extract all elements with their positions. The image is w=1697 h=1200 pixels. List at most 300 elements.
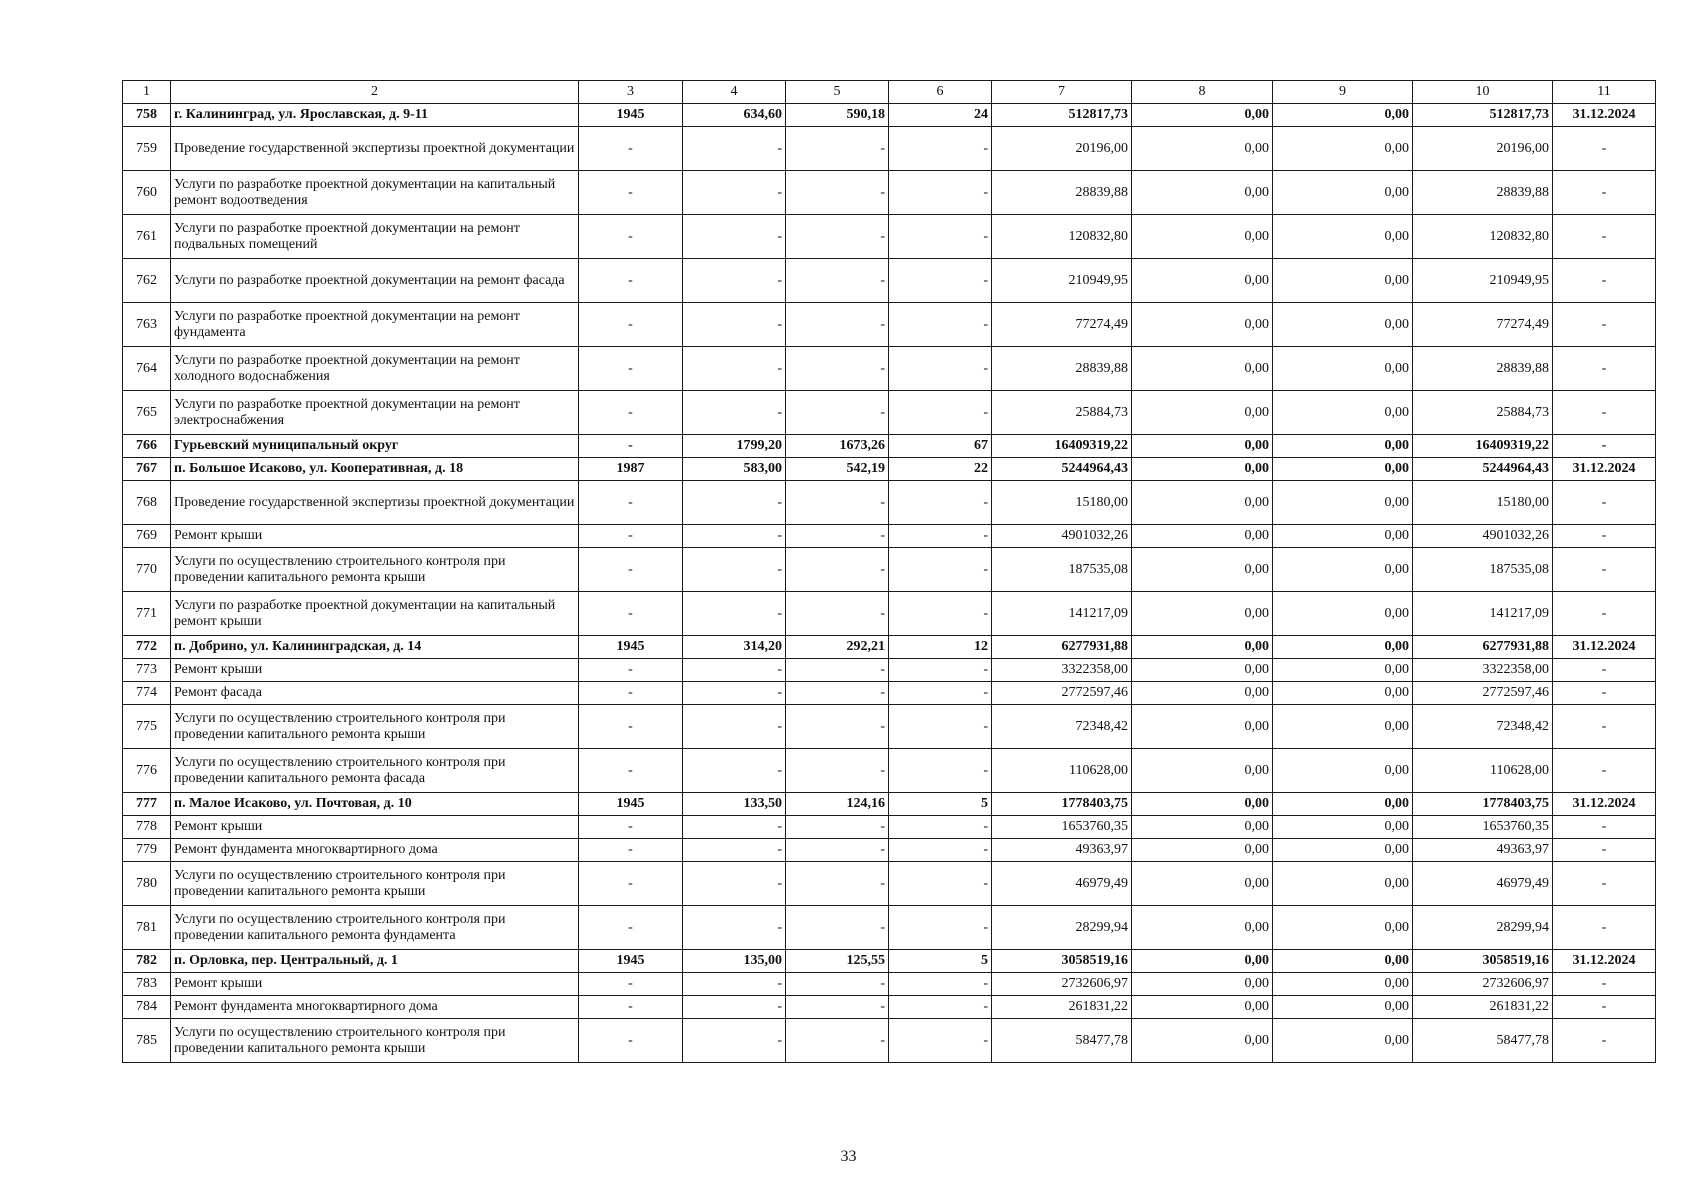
item-name: Услуги по осуществлению строительного контроля при проведении капитального ремонта крыши bbox=[171, 705, 579, 749]
year-cell: 1987 bbox=[579, 458, 683, 481]
fund-source-a-cell: 0,00 bbox=[1132, 548, 1273, 592]
year-cell: - bbox=[579, 1019, 683, 1063]
column-header: 5 bbox=[786, 81, 889, 104]
area-total-cell: - bbox=[683, 682, 786, 705]
deadline-cell: - bbox=[1553, 1019, 1656, 1063]
cost-total-cell: 141217,09 bbox=[992, 592, 1132, 636]
item-name: г. Калининград, ул. Ярославская, д. 9-11 bbox=[171, 104, 579, 127]
table-row bbox=[123, 705, 1656, 749]
table-row bbox=[123, 682, 1656, 705]
item-name: Ремонт крыши bbox=[171, 973, 579, 996]
row-number: 784 bbox=[123, 996, 171, 1019]
item-name: Услуги по разработке проектной документации на капитальный ремонт водоотведения bbox=[171, 171, 579, 215]
year-cell: - bbox=[579, 481, 683, 525]
deadline-cell: - bbox=[1553, 816, 1656, 839]
item-name: Ремонт крыши bbox=[171, 659, 579, 682]
row-number: 770 bbox=[123, 548, 171, 592]
year-cell: - bbox=[579, 171, 683, 215]
cost-owners-cell: 72348,42 bbox=[1413, 705, 1553, 749]
fund-source-b-cell: 0,00 bbox=[1273, 793, 1413, 816]
table-row-address bbox=[123, 104, 1656, 127]
fund-source-a-cell: 0,00 bbox=[1132, 435, 1273, 458]
fund-source-a-cell: 0,00 bbox=[1132, 950, 1273, 973]
column-header: 2 bbox=[171, 81, 579, 104]
work-schedule-table bbox=[122, 80, 1656, 1063]
area-living-cell: 1673,26 bbox=[786, 435, 889, 458]
year-cell: 1945 bbox=[579, 793, 683, 816]
item-name: Услуги по осуществлению строительного контроля при проведении капитального ремонта фасада bbox=[171, 749, 579, 793]
fund-source-a-cell: 0,00 bbox=[1132, 215, 1273, 259]
area-living-cell: - bbox=[786, 682, 889, 705]
table-row bbox=[123, 749, 1656, 793]
deadline-cell: - bbox=[1553, 973, 1656, 996]
row-number: 758 bbox=[123, 104, 171, 127]
fund-source-a-cell: 0,00 bbox=[1132, 259, 1273, 303]
residents-cell: - bbox=[889, 659, 992, 682]
cost-total-cell: 120832,80 bbox=[992, 215, 1132, 259]
deadline-cell: - bbox=[1553, 215, 1656, 259]
column-header: 8 bbox=[1132, 81, 1273, 104]
fund-source-b-cell: 0,00 bbox=[1273, 996, 1413, 1019]
item-name: п. Добрино, ул. Калининградская, д. 14 bbox=[171, 636, 579, 659]
row-number: 771 bbox=[123, 592, 171, 636]
area-total-cell: - bbox=[683, 171, 786, 215]
fund-source-b-cell: 0,00 bbox=[1273, 171, 1413, 215]
table-row bbox=[123, 481, 1656, 525]
year-cell: - bbox=[579, 347, 683, 391]
residents-cell: - bbox=[889, 347, 992, 391]
item-name: Услуги по разработке проектной документации на ремонт фасада bbox=[171, 259, 579, 303]
area-living-cell: - bbox=[786, 839, 889, 862]
area-total-cell: - bbox=[683, 1019, 786, 1063]
cost-total-cell: 261831,22 bbox=[992, 996, 1132, 1019]
residents-cell: - bbox=[889, 996, 992, 1019]
deadline-cell: - bbox=[1553, 839, 1656, 862]
row-number: 764 bbox=[123, 347, 171, 391]
item-name: п. Орловка, пер. Центральный, д. 1 bbox=[171, 950, 579, 973]
area-living-cell: - bbox=[786, 303, 889, 347]
year-cell: - bbox=[579, 259, 683, 303]
deadline-cell: - bbox=[1553, 996, 1656, 1019]
area-total-cell: - bbox=[683, 862, 786, 906]
area-total-cell: - bbox=[683, 705, 786, 749]
column-header: 4 bbox=[683, 81, 786, 104]
fund-source-a-cell: 0,00 bbox=[1132, 592, 1273, 636]
year-cell: - bbox=[579, 525, 683, 548]
fund-source-b-cell: 0,00 bbox=[1273, 127, 1413, 171]
cost-owners-cell: 28299,94 bbox=[1413, 906, 1553, 950]
fund-source-a-cell: 0,00 bbox=[1132, 391, 1273, 435]
cost-owners-cell: 187535,08 bbox=[1413, 548, 1553, 592]
area-living-cell: - bbox=[786, 996, 889, 1019]
fund-source-b-cell: 0,00 bbox=[1273, 636, 1413, 659]
fund-source-a-cell: 0,00 bbox=[1132, 127, 1273, 171]
cost-owners-cell: 25884,73 bbox=[1413, 391, 1553, 435]
residents-cell: - bbox=[889, 481, 992, 525]
item-name: Ремонт фундамента многоквартирного дома bbox=[171, 996, 579, 1019]
cost-total-cell: 15180,00 bbox=[992, 481, 1132, 525]
table-row bbox=[123, 839, 1656, 862]
year-cell: - bbox=[579, 996, 683, 1019]
fund-source-b-cell: 0,00 bbox=[1273, 104, 1413, 127]
residents-cell: - bbox=[889, 391, 992, 435]
cost-owners-cell: 49363,97 bbox=[1413, 839, 1553, 862]
page-number: 33 bbox=[840, 1148, 857, 1165]
fund-source-a-cell: 0,00 bbox=[1132, 705, 1273, 749]
item-name: Услуги по разработке проектной документации на ремонт подвальных помещений bbox=[171, 215, 579, 259]
table-row-address bbox=[123, 458, 1656, 481]
table-row bbox=[123, 171, 1656, 215]
cost-total-cell: 5244964,43 bbox=[992, 458, 1132, 481]
area-living-cell: - bbox=[786, 525, 889, 548]
year-cell: - bbox=[579, 816, 683, 839]
cost-total-cell: 6277931,88 bbox=[992, 636, 1132, 659]
item-name: Ремонт фасада bbox=[171, 682, 579, 705]
year-cell: - bbox=[579, 973, 683, 996]
cost-total-cell: 4901032,26 bbox=[992, 525, 1132, 548]
residents-cell: - bbox=[889, 705, 992, 749]
column-header: 3 bbox=[579, 81, 683, 104]
cost-owners-cell: 15180,00 bbox=[1413, 481, 1553, 525]
fund-source-a-cell: 0,00 bbox=[1132, 749, 1273, 793]
row-number: 780 bbox=[123, 862, 171, 906]
column-header: 1 bbox=[123, 81, 171, 104]
cost-owners-cell: 110628,00 bbox=[1413, 749, 1553, 793]
table-row bbox=[123, 816, 1656, 839]
table-row bbox=[123, 973, 1656, 996]
residents-cell: - bbox=[889, 548, 992, 592]
area-living-cell: - bbox=[786, 215, 889, 259]
fund-source-b-cell: 0,00 bbox=[1273, 816, 1413, 839]
cost-total-cell: 49363,97 bbox=[992, 839, 1132, 862]
area-living-cell: - bbox=[786, 391, 889, 435]
area-living-cell: - bbox=[786, 259, 889, 303]
cost-owners-cell: 28839,88 bbox=[1413, 347, 1553, 391]
area-total-cell: - bbox=[683, 481, 786, 525]
item-name: Услуги по разработке проектной документации на капитальный ремонт крыши bbox=[171, 592, 579, 636]
area-total-cell: - bbox=[683, 749, 786, 793]
year-cell: - bbox=[579, 839, 683, 862]
residents-cell: 67 bbox=[889, 435, 992, 458]
deadline-cell: 31.12.2024 bbox=[1553, 636, 1656, 659]
fund-source-a-cell: 0,00 bbox=[1132, 839, 1273, 862]
year-cell: - bbox=[579, 682, 683, 705]
fund-source-b-cell: 0,00 bbox=[1273, 215, 1413, 259]
row-number: 776 bbox=[123, 749, 171, 793]
area-total-cell: - bbox=[683, 839, 786, 862]
row-number: 773 bbox=[123, 659, 171, 682]
fund-source-a-cell: 0,00 bbox=[1132, 816, 1273, 839]
item-name: Услуги по разработке проектной документации на ремонт холодного водоснабжения bbox=[171, 347, 579, 391]
area-total-cell: 314,20 bbox=[683, 636, 786, 659]
area-living-cell: 125,55 bbox=[786, 950, 889, 973]
residents-cell: 5 bbox=[889, 793, 992, 816]
year-cell: - bbox=[579, 435, 683, 458]
fund-source-a-cell: 0,00 bbox=[1132, 525, 1273, 548]
residents-cell: - bbox=[889, 749, 992, 793]
area-total-cell: 583,00 bbox=[683, 458, 786, 481]
fund-source-b-cell: 0,00 bbox=[1273, 705, 1413, 749]
fund-source-a-cell: 0,00 bbox=[1132, 682, 1273, 705]
row-number: 775 bbox=[123, 705, 171, 749]
area-total-cell: - bbox=[683, 592, 786, 636]
fund-source-a-cell: 0,00 bbox=[1132, 303, 1273, 347]
cost-total-cell: 512817,73 bbox=[992, 104, 1132, 127]
cost-total-cell: 3058519,16 bbox=[992, 950, 1132, 973]
cost-owners-cell: 2772597,46 bbox=[1413, 682, 1553, 705]
fund-source-b-cell: 0,00 bbox=[1273, 391, 1413, 435]
column-header: 9 bbox=[1273, 81, 1413, 104]
fund-source-b-cell: 0,00 bbox=[1273, 347, 1413, 391]
item-name: Услуги по осуществлению строительного контроля при проведении капитального ремонта крыши bbox=[171, 548, 579, 592]
residents-cell: 24 bbox=[889, 104, 992, 127]
area-total-cell: - bbox=[683, 303, 786, 347]
deadline-cell: - bbox=[1553, 127, 1656, 171]
area-living-cell: - bbox=[786, 816, 889, 839]
fund-source-b-cell: 0,00 bbox=[1273, 973, 1413, 996]
item-name: п. Малое Исаково, ул. Почтовая, д. 10 bbox=[171, 793, 579, 816]
residents-cell: - bbox=[889, 906, 992, 950]
row-number: 778 bbox=[123, 816, 171, 839]
area-total-cell: - bbox=[683, 906, 786, 950]
cost-owners-cell: 3058519,16 bbox=[1413, 950, 1553, 973]
deadline-cell: - bbox=[1553, 347, 1656, 391]
table-row-address bbox=[123, 950, 1656, 973]
cost-total-cell: 72348,42 bbox=[992, 705, 1132, 749]
fund-source-a-cell: 0,00 bbox=[1132, 996, 1273, 1019]
item-name: Ремонт фундамента многоквартирного дома bbox=[171, 839, 579, 862]
residents-cell: - bbox=[889, 682, 992, 705]
table-row-address bbox=[123, 435, 1656, 458]
table-row bbox=[123, 525, 1656, 548]
cost-owners-cell: 120832,80 bbox=[1413, 215, 1553, 259]
area-living-cell: - bbox=[786, 127, 889, 171]
deadline-cell: 31.12.2024 bbox=[1553, 793, 1656, 816]
table-row bbox=[123, 1019, 1656, 1063]
row-number: 769 bbox=[123, 525, 171, 548]
cost-total-cell: 28299,94 bbox=[992, 906, 1132, 950]
residents-cell: - bbox=[889, 862, 992, 906]
row-number: 760 bbox=[123, 171, 171, 215]
row-number: 783 bbox=[123, 973, 171, 996]
area-living-cell: - bbox=[786, 973, 889, 996]
area-total-cell: - bbox=[683, 391, 786, 435]
column-header: 6 bbox=[889, 81, 992, 104]
deadline-cell: - bbox=[1553, 906, 1656, 950]
area-total-cell: - bbox=[683, 347, 786, 391]
cost-total-cell: 2772597,46 bbox=[992, 682, 1132, 705]
year-cell: - bbox=[579, 659, 683, 682]
deadline-cell: - bbox=[1553, 303, 1656, 347]
cost-owners-cell: 141217,09 bbox=[1413, 592, 1553, 636]
fund-source-b-cell: 0,00 bbox=[1273, 659, 1413, 682]
fund-source-b-cell: 0,00 bbox=[1273, 303, 1413, 347]
item-name: п. Большое Исаково, ул. Кооперативная, д. 18 bbox=[171, 458, 579, 481]
residents-cell: 5 bbox=[889, 950, 992, 973]
fund-source-a-cell: 0,00 bbox=[1132, 347, 1273, 391]
row-number: 759 bbox=[123, 127, 171, 171]
deadline-cell: - bbox=[1553, 749, 1656, 793]
area-living-cell: - bbox=[786, 659, 889, 682]
cost-total-cell: 187535,08 bbox=[992, 548, 1132, 592]
fund-source-b-cell: 0,00 bbox=[1273, 839, 1413, 862]
residents-cell: - bbox=[889, 525, 992, 548]
area-living-cell: 124,16 bbox=[786, 793, 889, 816]
cost-total-cell: 110628,00 bbox=[992, 749, 1132, 793]
cost-owners-cell: 2732606,97 bbox=[1413, 973, 1553, 996]
fund-source-b-cell: 0,00 bbox=[1273, 548, 1413, 592]
deadline-cell: - bbox=[1553, 705, 1656, 749]
fund-source-b-cell: 0,00 bbox=[1273, 906, 1413, 950]
cost-owners-cell: 20196,00 bbox=[1413, 127, 1553, 171]
fund-source-b-cell: 0,00 bbox=[1273, 1019, 1413, 1063]
fund-source-b-cell: 0,00 bbox=[1273, 950, 1413, 973]
item-name: Гурьевский муниципальный округ bbox=[171, 435, 579, 458]
table-row-address bbox=[123, 636, 1656, 659]
deadline-cell: - bbox=[1553, 391, 1656, 435]
area-living-cell: - bbox=[786, 906, 889, 950]
cost-total-cell: 58477,78 bbox=[992, 1019, 1132, 1063]
fund-source-a-cell: 0,00 bbox=[1132, 862, 1273, 906]
row-number: 779 bbox=[123, 839, 171, 862]
cost-total-cell: 1653760,35 bbox=[992, 816, 1132, 839]
cost-total-cell: 3322358,00 bbox=[992, 659, 1132, 682]
deadline-cell: - bbox=[1553, 171, 1656, 215]
deadline-cell: 31.12.2024 bbox=[1553, 104, 1656, 127]
area-total-cell: - bbox=[683, 259, 786, 303]
column-header: 11 bbox=[1553, 81, 1656, 104]
row-number: 765 bbox=[123, 391, 171, 435]
area-total-cell: - bbox=[683, 816, 786, 839]
deadline-cell: - bbox=[1553, 481, 1656, 525]
cost-owners-cell: 261831,22 bbox=[1413, 996, 1553, 1019]
row-number: 785 bbox=[123, 1019, 171, 1063]
deadline-cell: - bbox=[1553, 659, 1656, 682]
item-name: Проведение государственной экспертизы проектной документации bbox=[171, 127, 579, 171]
area-total-cell: - bbox=[683, 127, 786, 171]
table-row bbox=[123, 659, 1656, 682]
cost-owners-cell: 16409319,22 bbox=[1413, 435, 1553, 458]
area-living-cell: - bbox=[786, 347, 889, 391]
column-header: 10 bbox=[1413, 81, 1553, 104]
area-total-cell: 135,00 bbox=[683, 950, 786, 973]
table-row bbox=[123, 996, 1656, 1019]
residents-cell: - bbox=[889, 259, 992, 303]
year-cell: - bbox=[579, 592, 683, 636]
area-living-cell: 590,18 bbox=[786, 104, 889, 127]
fund-source-a-cell: 0,00 bbox=[1132, 481, 1273, 525]
year-cell: - bbox=[579, 548, 683, 592]
fund-source-b-cell: 0,00 bbox=[1273, 592, 1413, 636]
row-number: 766 bbox=[123, 435, 171, 458]
fund-source-b-cell: 0,00 bbox=[1273, 458, 1413, 481]
fund-source-a-cell: 0,00 bbox=[1132, 104, 1273, 127]
cost-owners-cell: 512817,73 bbox=[1413, 104, 1553, 127]
table-row bbox=[123, 347, 1656, 391]
row-number: 768 bbox=[123, 481, 171, 525]
deadline-cell: 31.12.2024 bbox=[1553, 950, 1656, 973]
cost-owners-cell: 28839,88 bbox=[1413, 171, 1553, 215]
cost-owners-cell: 58477,78 bbox=[1413, 1019, 1553, 1063]
cost-total-cell: 77274,49 bbox=[992, 303, 1132, 347]
residents-cell: - bbox=[889, 215, 992, 259]
year-cell: 1945 bbox=[579, 104, 683, 127]
row-number: 772 bbox=[123, 636, 171, 659]
residents-cell: - bbox=[889, 973, 992, 996]
cost-total-cell: 1778403,75 bbox=[992, 793, 1132, 816]
area-living-cell: - bbox=[786, 171, 889, 215]
table-row bbox=[123, 127, 1656, 171]
residents-cell: - bbox=[889, 839, 992, 862]
table-row bbox=[123, 391, 1656, 435]
deadline-cell: 31.12.2024 bbox=[1553, 458, 1656, 481]
table-row bbox=[123, 906, 1656, 950]
deadline-cell: - bbox=[1553, 525, 1656, 548]
area-total-cell: 634,60 bbox=[683, 104, 786, 127]
fund-source-b-cell: 0,00 bbox=[1273, 525, 1413, 548]
deadline-cell: - bbox=[1553, 592, 1656, 636]
table-row bbox=[123, 303, 1656, 347]
residents-cell: 12 bbox=[889, 636, 992, 659]
year-cell: - bbox=[579, 127, 683, 171]
row-number: 761 bbox=[123, 215, 171, 259]
area-total-cell: 1799,20 bbox=[683, 435, 786, 458]
item-name: Услуги по осуществлению строительного контроля при проведении капитального ремонта крыши bbox=[171, 1019, 579, 1063]
area-total-cell: 133,50 bbox=[683, 793, 786, 816]
year-cell: 1945 bbox=[579, 636, 683, 659]
deadline-cell: - bbox=[1553, 259, 1656, 303]
deadline-cell: - bbox=[1553, 862, 1656, 906]
row-number: 782 bbox=[123, 950, 171, 973]
cost-owners-cell: 1653760,35 bbox=[1413, 816, 1553, 839]
fund-source-a-cell: 0,00 bbox=[1132, 636, 1273, 659]
table-row bbox=[123, 215, 1656, 259]
table-header bbox=[123, 81, 1656, 104]
cost-total-cell: 25884,73 bbox=[992, 391, 1132, 435]
column-header: 7 bbox=[992, 81, 1132, 104]
cost-total-cell: 16409319,22 bbox=[992, 435, 1132, 458]
cost-owners-cell: 1778403,75 bbox=[1413, 793, 1553, 816]
table-row bbox=[123, 862, 1656, 906]
fund-source-b-cell: 0,00 bbox=[1273, 862, 1413, 906]
cost-total-cell: 46979,49 bbox=[992, 862, 1132, 906]
year-cell: - bbox=[579, 705, 683, 749]
item-name: Ремонт крыши bbox=[171, 525, 579, 548]
deadline-cell: - bbox=[1553, 548, 1656, 592]
cost-total-cell: 20196,00 bbox=[992, 127, 1132, 171]
residents-cell: - bbox=[889, 127, 992, 171]
area-living-cell: - bbox=[786, 481, 889, 525]
row-number: 763 bbox=[123, 303, 171, 347]
table-row bbox=[123, 592, 1656, 636]
table-row-address bbox=[123, 793, 1656, 816]
fund-source-a-cell: 0,00 bbox=[1132, 973, 1273, 996]
fund-source-a-cell: 0,00 bbox=[1132, 171, 1273, 215]
row-number: 774 bbox=[123, 682, 171, 705]
year-cell: - bbox=[579, 215, 683, 259]
cost-owners-cell: 46979,49 bbox=[1413, 862, 1553, 906]
area-total-cell: - bbox=[683, 659, 786, 682]
area-living-cell: - bbox=[786, 548, 889, 592]
area-total-cell: - bbox=[683, 215, 786, 259]
residents-cell: - bbox=[889, 816, 992, 839]
row-number: 781 bbox=[123, 906, 171, 950]
deadline-cell: - bbox=[1553, 435, 1656, 458]
cost-total-cell: 28839,88 bbox=[992, 347, 1132, 391]
row-number: 777 bbox=[123, 793, 171, 816]
cost-owners-cell: 3322358,00 bbox=[1413, 659, 1553, 682]
table-row bbox=[123, 259, 1656, 303]
